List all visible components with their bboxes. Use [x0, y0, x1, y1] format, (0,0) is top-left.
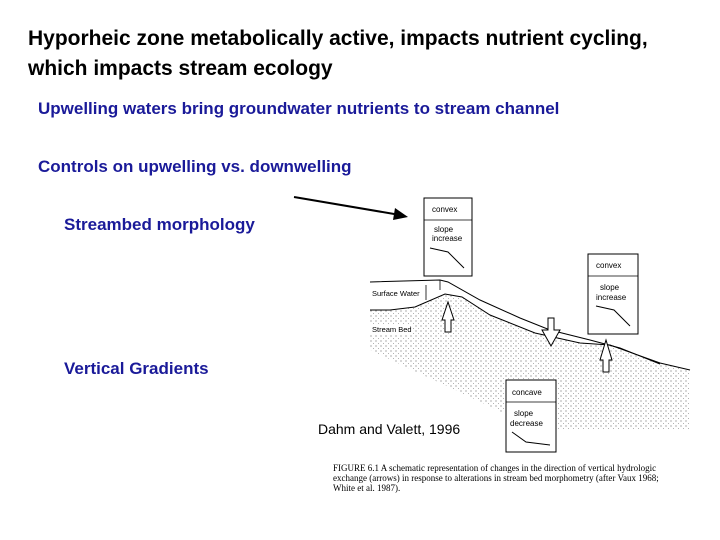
box1-increase-label: increase [432, 234, 463, 243]
slide-title: Hyporheic zone metabolically active, impacts nutrient cycling, which impacts stream ecology [28, 27, 648, 80]
bullet-streambed-morphology: Streambed morphology [64, 215, 255, 234]
bullet-controls: Controls on upwelling vs. downwelling [38, 157, 352, 176]
caption-line-2: exchange (arrows) in response to alterations in stream bed morphometry (after Vaux 1968; [333, 473, 659, 483]
figure-caption [333, 463, 713, 493]
box2-increase-label: increase [596, 293, 627, 302]
bullet-vertical-gradients: Vertical Gradients [64, 359, 209, 378]
stream-bed-label: Stream Bed [372, 325, 412, 334]
box2-convex-label: convex [596, 261, 622, 270]
box2-slope-label: slope [600, 283, 620, 292]
caption-line-3: White et al. 1987). [333, 483, 401, 493]
surface-water-label: Surface Water [372, 289, 420, 298]
box3-concave-label: concave [512, 388, 542, 397]
hyporheic-diagram [330, 190, 700, 460]
caption-line-1: FIGURE 6.1 A schematic representation of changes in the direction of vertical hydrologic [333, 463, 657, 473]
citation: Dahm and Valett, 1996 [318, 421, 461, 437]
box1-convex-label: convex [432, 205, 458, 214]
box1-slope-label: slope [434, 225, 454, 234]
box3-slope-label: slope [514, 409, 534, 418]
box3-decrease-label: decrease [510, 419, 543, 428]
bullet-upwelling-nutrients: Upwelling waters bring groundwater nutrients to stream channel [38, 99, 560, 118]
